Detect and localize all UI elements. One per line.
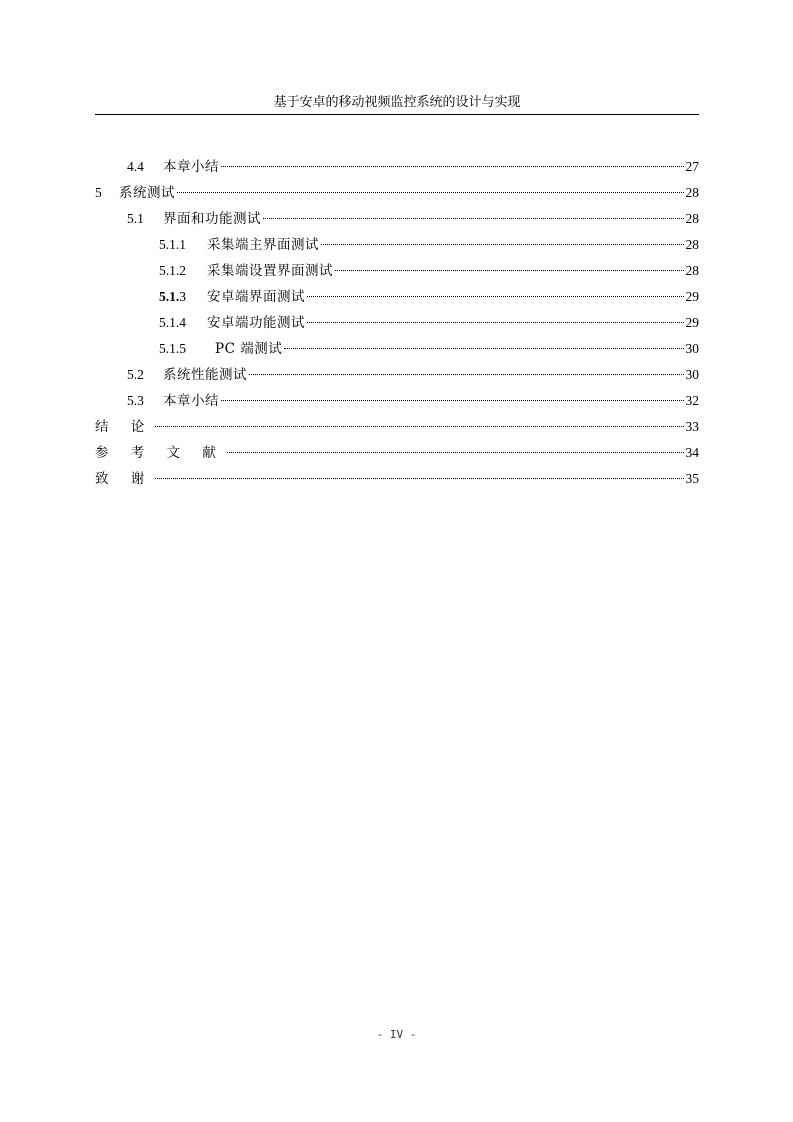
toc-entry-number-rest: 3 [179, 289, 186, 304]
toc-entry-4-4[interactable] [95, 154, 699, 180]
toc-leader-dots [221, 166, 684, 167]
toc-entry-title: 系统性能测试 [163, 367, 247, 383]
toc-entry-number-bold: 5.1. [159, 289, 180, 304]
toc-leader-dots [307, 322, 684, 323]
toc-entry-page: 29 [685, 289, 699, 304]
toc-leader-dots [335, 270, 684, 271]
table-of-contents [95, 154, 699, 492]
toc-leader-dots [263, 218, 684, 219]
toc-entry-page: 34 [685, 445, 699, 460]
toc-entry-title: 系统测试 [119, 185, 175, 201]
toc-entry-5-1-4[interactable] [95, 310, 699, 336]
toc-entry-references[interactable] [95, 440, 699, 466]
toc-entry-page: 29 [685, 315, 699, 330]
toc-leader-dots [249, 374, 684, 375]
toc-entry-number: 5.2 [127, 367, 144, 382]
toc-leader-dots [321, 244, 684, 245]
toc-leader-dots [155, 426, 683, 427]
toc-entry-acknowledgements[interactable] [95, 466, 699, 492]
toc-entry-5-1-5[interactable] [95, 336, 699, 362]
toc-entry-page: 30 [685, 341, 699, 356]
toc-entry-number: 5 [95, 185, 102, 200]
toc-entry-title: 界面和功能测试 [163, 211, 261, 227]
toc-entry-page: 28 [685, 237, 699, 252]
toc-entry-title: 采集端主界面测试 [207, 237, 319, 253]
toc-entry-page: 33 [685, 419, 699, 434]
toc-entry-title: 致 谢 [95, 471, 154, 487]
toc-entry-title: 结 论 [95, 419, 154, 435]
toc-leader-dots [227, 452, 684, 453]
toc-entry-title: 安卓端功能测试 [207, 315, 305, 331]
toc-entry-page: 35 [685, 471, 699, 486]
toc-entry-number: 5.1.4 [159, 315, 186, 330]
toc-entry-number: 4.4 [127, 159, 144, 174]
toc-entry-number: 5.1.2 [159, 263, 186, 278]
toc-entry-5-1[interactable] [95, 206, 699, 232]
toc-entry-number: 5.3 [127, 393, 144, 408]
toc-entry-5[interactable] [95, 180, 699, 206]
toc-leader-dots [221, 400, 684, 401]
toc-entry-5-3[interactable] [95, 388, 699, 414]
toc-entry-number: 5.1 [127, 211, 144, 226]
toc-entry-conclusion[interactable] [95, 414, 699, 440]
toc-entry-number: 5.1.1 [159, 237, 186, 252]
page-number: - IV - [376, 1028, 417, 1041]
toc-entry-title: 采集端设置界面测试 [207, 263, 333, 279]
toc-leader-dots [307, 296, 684, 297]
toc-leader-dots [284, 348, 683, 349]
toc-entry-title: 本章小结 [163, 393, 219, 409]
toc-entry-page: 27 [685, 159, 699, 174]
toc-leader-dots [155, 478, 683, 479]
toc-entry-number: 5.1.5 [159, 341, 186, 356]
toc-entry-5-2[interactable] [95, 362, 699, 388]
header-rule [95, 114, 699, 115]
toc-entry-title: 参 考 文 献 [95, 445, 225, 461]
toc-leader-dots [177, 192, 684, 193]
toc-entry-title: PC 端测试 [215, 341, 283, 357]
toc-entry-title: 安卓端界面测试 [207, 289, 305, 305]
toc-entry-page: 28 [685, 211, 699, 226]
toc-entry-5-1-2[interactable] [95, 258, 699, 284]
running-header: 基于安卓的移动视频监控系统的设计与实现 [273, 95, 521, 110]
toc-entry-page: 28 [685, 185, 699, 200]
toc-entry-number [159, 284, 207, 310]
toc-entry-title: 本章小结 [163, 159, 219, 175]
toc-entry-page: 28 [685, 263, 699, 278]
toc-entry-5-1-1[interactable] [95, 232, 699, 258]
toc-entry-page: 30 [685, 367, 699, 382]
toc-entry-page: 32 [685, 393, 699, 408]
toc-entry-5-1-3[interactable] [95, 284, 699, 310]
